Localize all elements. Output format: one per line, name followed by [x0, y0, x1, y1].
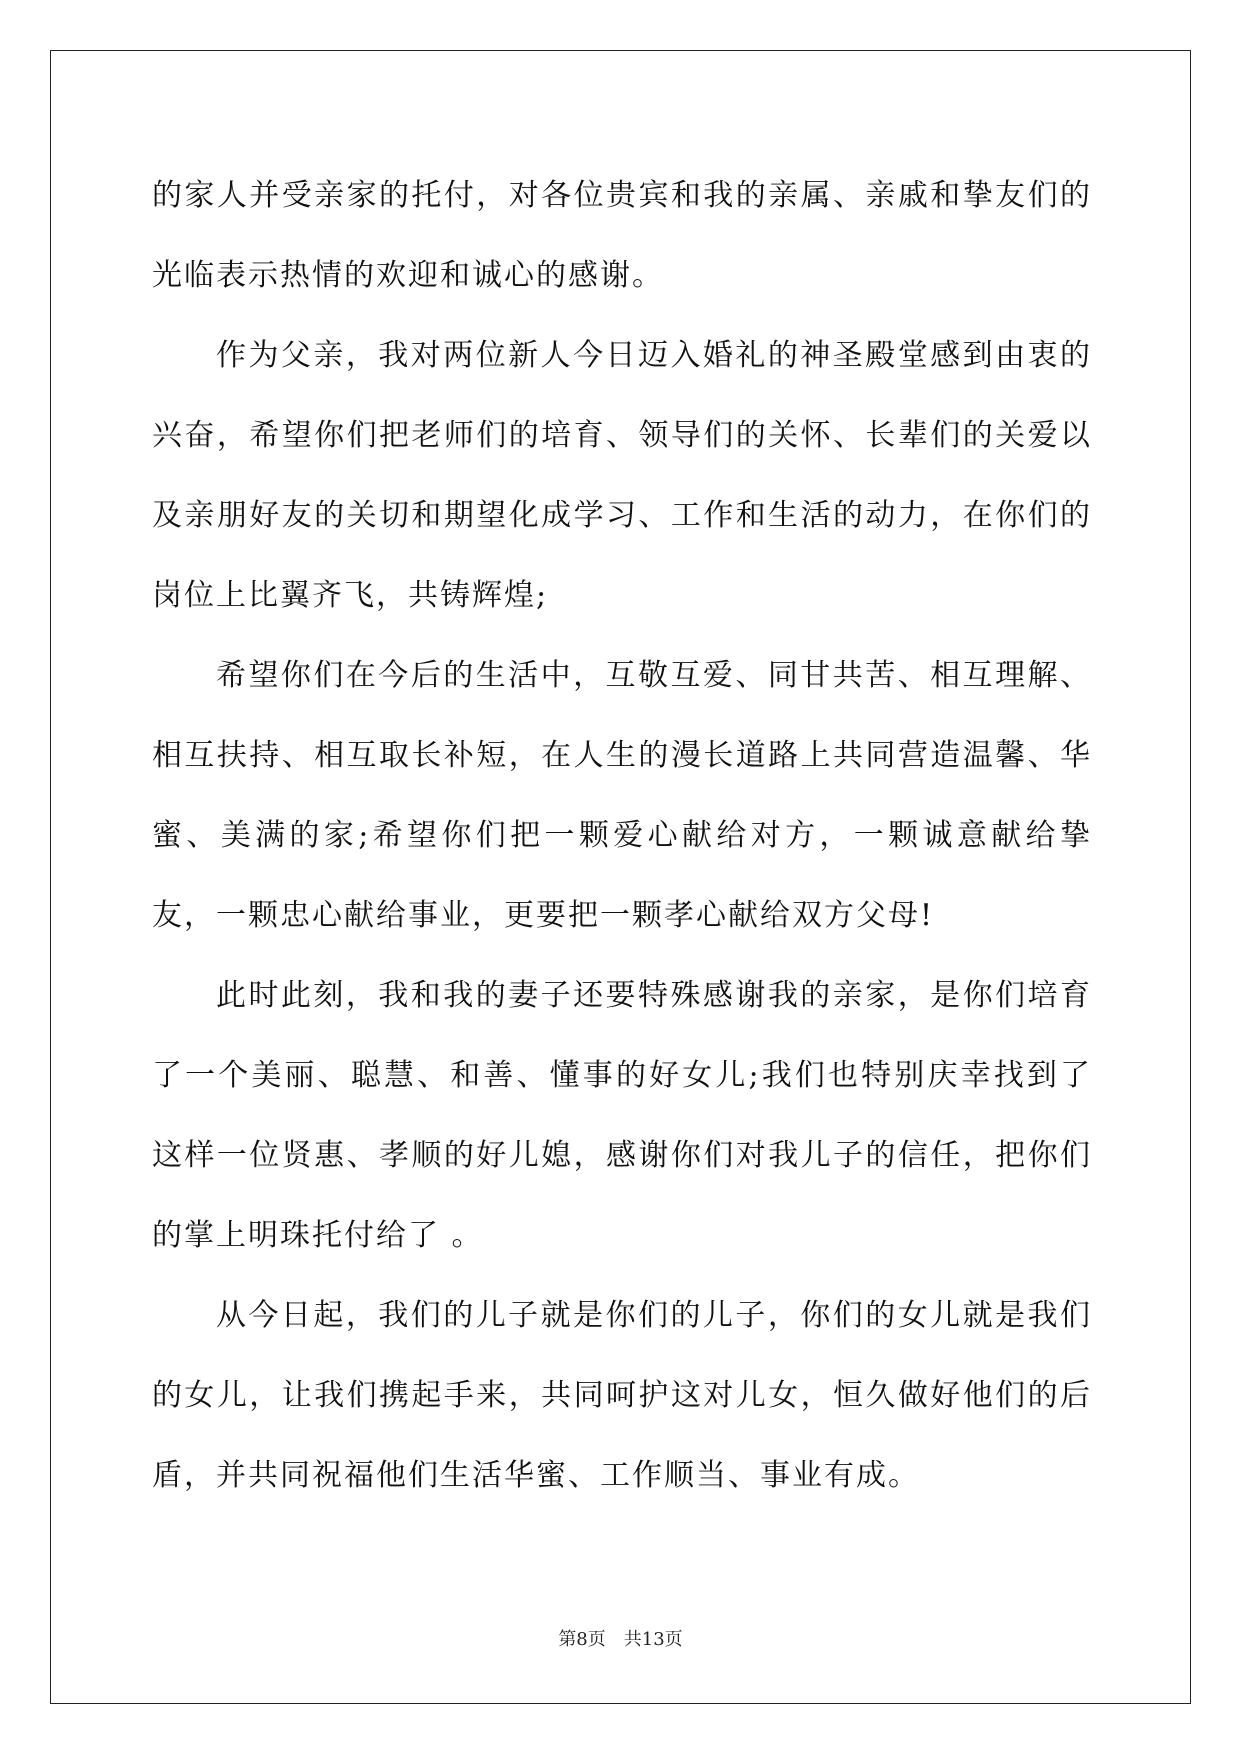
paragraph: 作为父亲，我对两位新人今日迈入婚礼的神圣殿堂感到由衷的兴奋，希望你们把老师们的培育、领导们的关怀、长辈们的关爱以及亲朋好友的关切和期望化成学习、工作和生活的动力，在你们的岗位上比翼齐飞，共铸辉煌; [152, 338, 1092, 613]
paragraph-continued: 的家人并受亲家的托付，对各位贵宾和我的亲属、亲戚和挚友们的光临表示热情的欢迎和诚心的感谢。 [152, 178, 1092, 293]
paragraph: 从今日起，我们的儿子就是你们的儿子，你们的女儿就是我们的女儿，让我们携起手来，共同呵护这对儿女，恒久做好他们的后盾，并共同祝福他们生活华蜜、工作顺当、事业有成。 [152, 1298, 1092, 1493]
document-body [152, 156, 1092, 1516]
paragraph: 此时此刻，我和我的妻子还要特殊感谢我的亲家，是你们培育了一个美丽、聪慧、和善、懂事的好女儿;我们也特别庆幸找到了这样一位贤惠、孝顺的好儿媳，感谢你们对我儿子的信任，把你们的掌上明珠托付给了 。 [152, 978, 1092, 1253]
page-number: 第8页 共13页 [558, 1629, 683, 1650]
paragraph: 希望你们在今后的生活中，互敬互爱、同甘共苦、相互理解、相互扶持、相互取长补短，在人生的漫长道路上共同营造温馨、华蜜、美满的家;希望你们把一颗爱心献给对方，一颗诚意献给挚友，一颗忠心献给事业，更要把一颗孝心献给双方父母! [152, 658, 1092, 933]
